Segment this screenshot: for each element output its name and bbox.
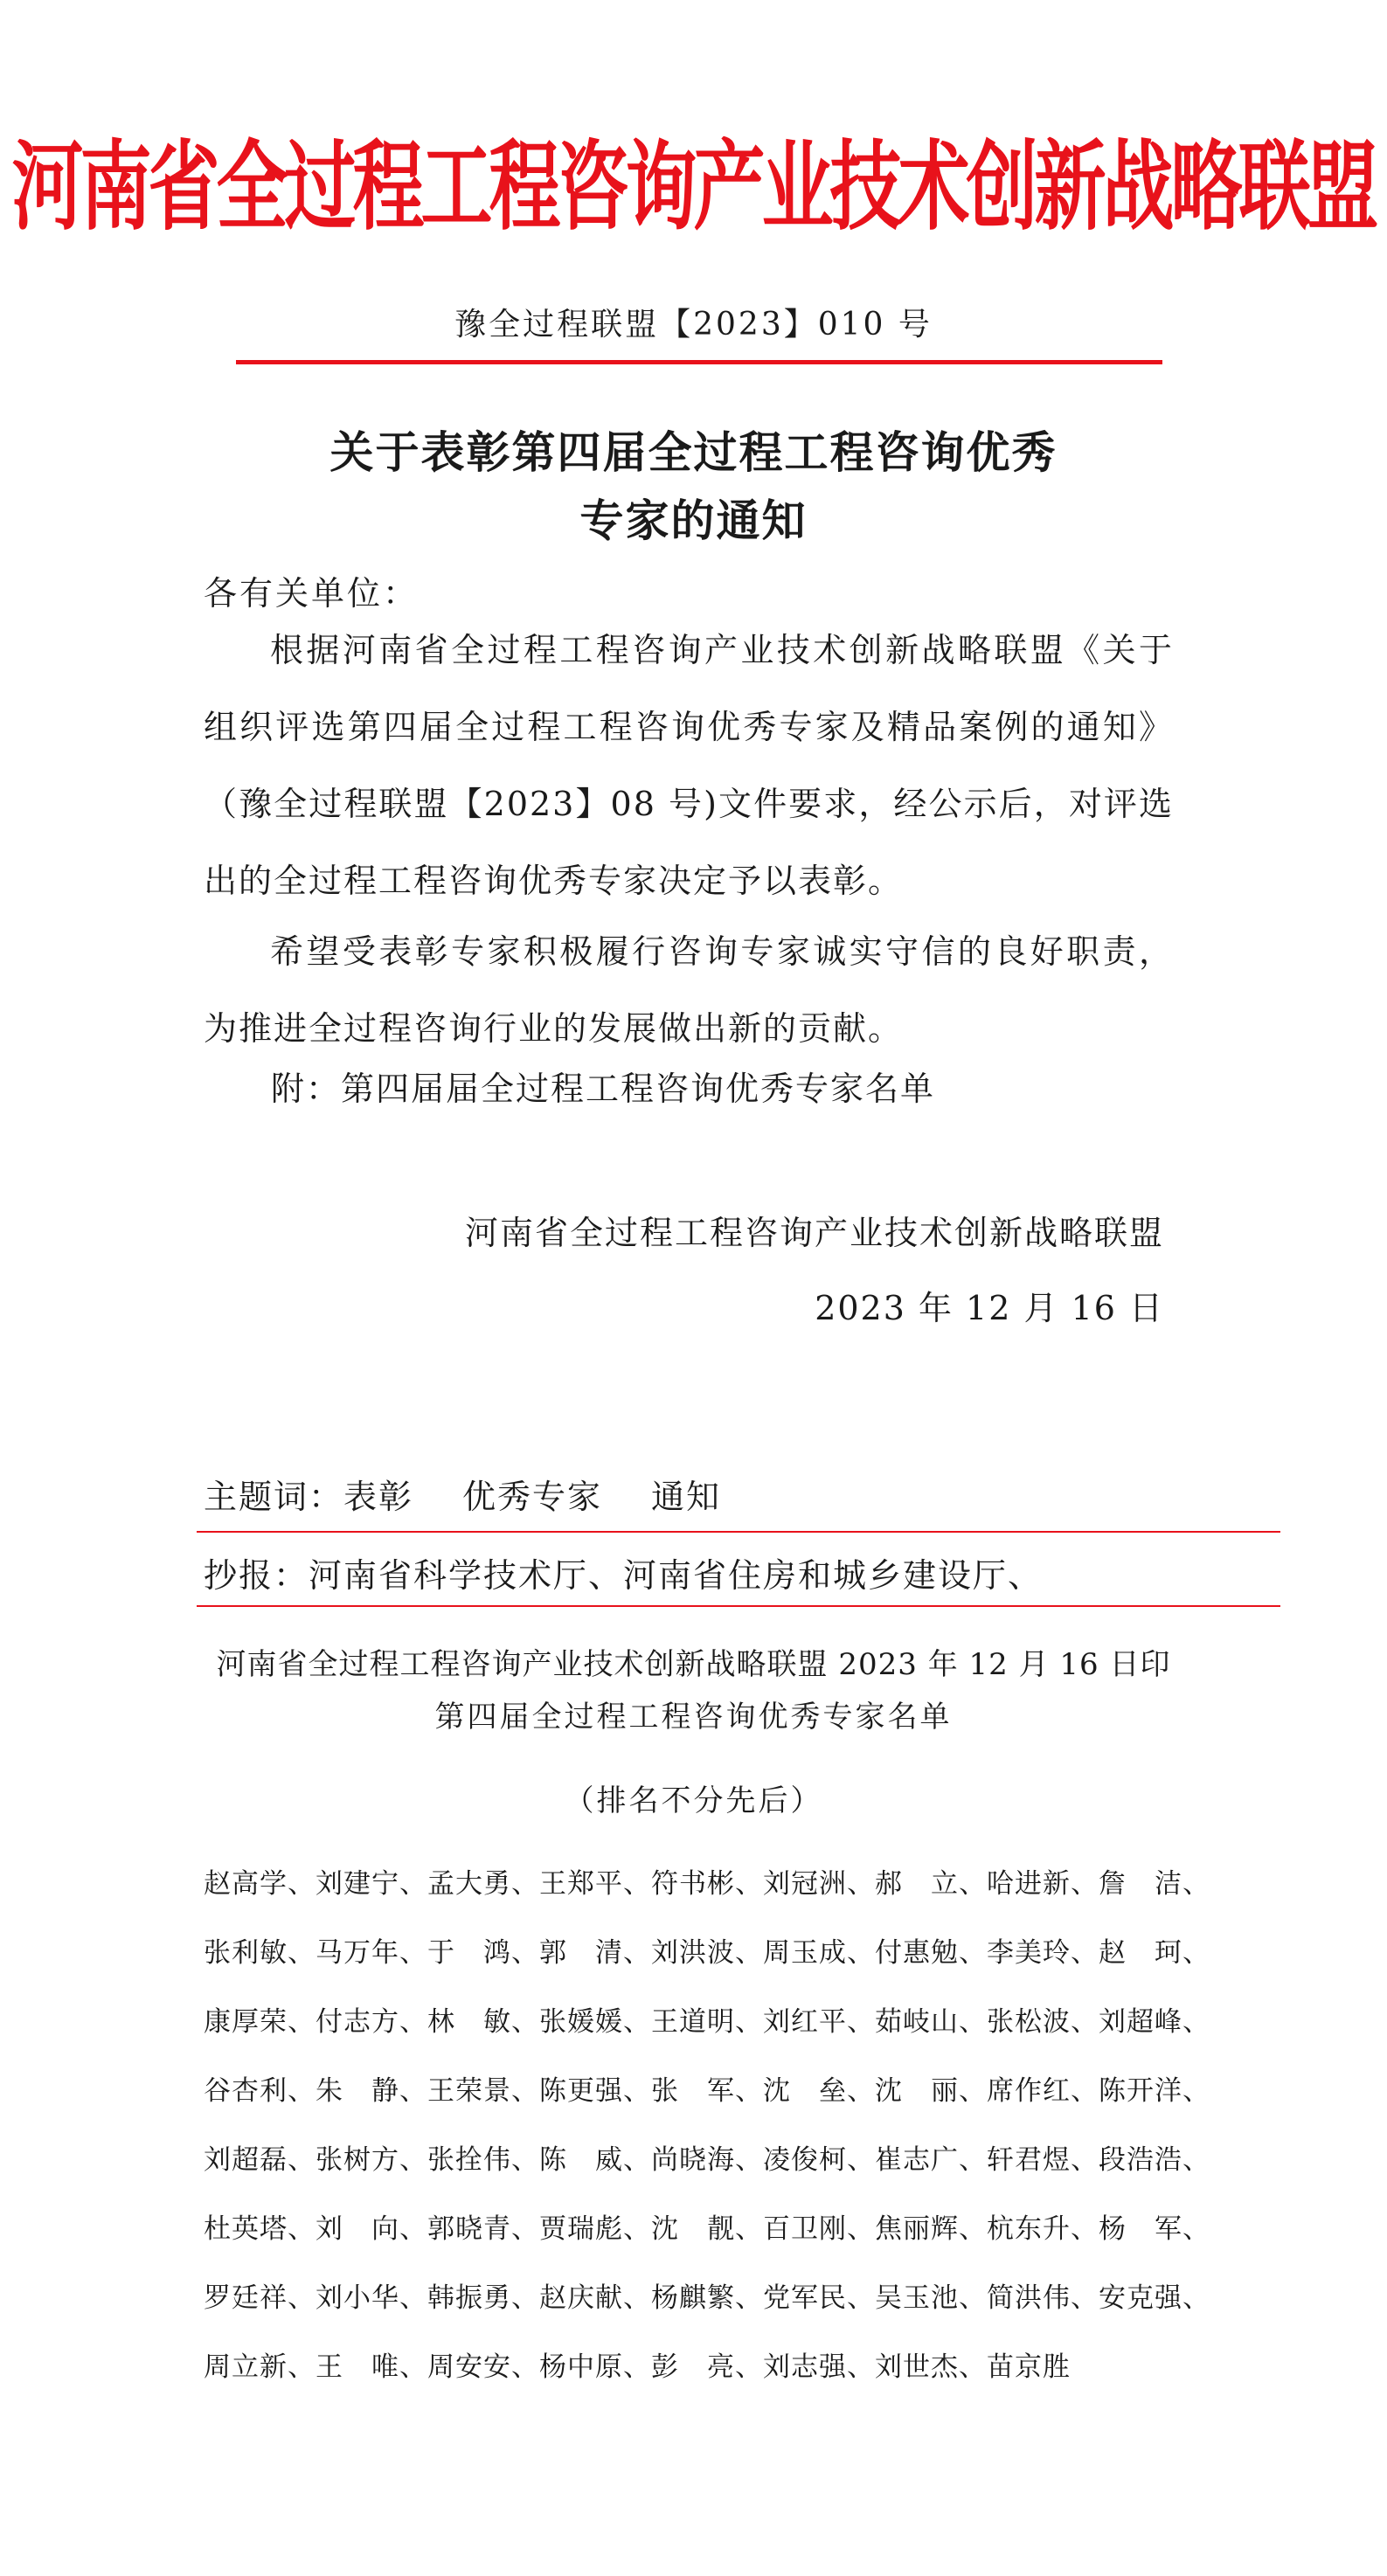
- name-row: 谷杏利、朱 静、王荣景、陈更强、张 军、沈 垒、沈 丽、席作红、陈开洋、: [204, 2075, 1210, 2107]
- subject-keyword: 通知: [651, 1478, 722, 1516]
- document-number: 豫全过程联盟【2023】010 号: [454, 307, 933, 343]
- masthead-title: 河南省全过程工程咨询产业技术创新战略联盟: [11, 131, 1376, 244]
- subject-label: 主题词：: [204, 1478, 344, 1516]
- subject-keywords: [204, 1470, 721, 1518]
- subject-keyword: 优秀专家: [462, 1478, 603, 1516]
- salutation: 各有关单位：: [204, 574, 420, 613]
- notice-title-line1: 关于表彰第四届全过程工程咨询优秀: [329, 427, 1058, 478]
- body-paragraph-1: 根据河南省全过程工程咨询产业技术创新战略联盟《关于组织评选第四届全过程工程咨询优秀专家及精品案例的通知》（豫全过程联盟【2023】08 号)文件要求，经公示后，对评选出的全过程工程咨询优秀专家决定予以表彰。: [204, 631, 1174, 900]
- signature-date: 2023 年 12 月 16 日: [815, 1289, 1164, 1327]
- body-paragraph-2: 希望受表彰专家积极履行咨询专家诚实守信的良好职责，为推进全过程咨询行业的发展做出新的贡献。: [204, 932, 1174, 1048]
- name-row: 张利敏、马万年、于 鸿、郭 清、刘洪波、周玉成、付惠勉、李美玲、赵 珂、: [204, 1937, 1210, 1969]
- cc-divider: [197, 1605, 1280, 1607]
- attachment-note: 附：第四届届全过程工程咨询优秀专家名单: [271, 1070, 936, 1108]
- name-row: 罗廷祥、刘小华、韩振勇、赵庆献、杨麒繁、党军民、吴玉池、简洪伟、安克强、: [204, 2282, 1210, 2314]
- masthead-red-rule: [236, 360, 1162, 364]
- list-title: 第四届全过程工程咨询优秀专家名单: [434, 1700, 953, 1735]
- print-info: 河南省全过程工程咨询产业技术创新战略联盟 2023 年 12 月 16 日印: [216, 1647, 1171, 1682]
- subject-divider: [197, 1531, 1280, 1533]
- subject-keyword: 表彰: [343, 1478, 414, 1516]
- list-note: （排名不分先后）: [564, 1783, 823, 1818]
- name-row: 赵高学、刘建宁、孟大勇、王郑平、符书彬、刘冠洲、郝 立、哈进新、詹 洁、: [204, 1868, 1210, 1900]
- name-row: 刘超磊、张树方、张拴伟、陈 威、尚晓海、凌俊柯、崔志广、轩君煜、段浩浩、: [204, 2144, 1210, 2176]
- name-row: 杜英塔、刘 向、郭晓青、贾瑞彪、沈 靓、百卫刚、焦丽辉、杭东升、杨 军、: [204, 2213, 1210, 2245]
- name-row: 康厚荣、付志方、林 敏、张媛媛、王道明、刘红平、茹岐山、张松波、刘超峰、: [204, 2006, 1210, 2038]
- expert-name-list: [204, 1861, 1210, 2413]
- cc-recipients: 抄报：河南省科学技术厅、河南省住房和城乡建设厅、: [204, 1556, 1044, 1595]
- signature-organization: 河南省全过程工程咨询产业技术创新战略联盟: [464, 1214, 1164, 1252]
- notice-title-line2: 专家的通知: [579, 495, 808, 546]
- name-row: 周立新、王 唯、周安安、杨中原、彭 亮、刘志强、刘世杰、苗京胜: [204, 2351, 1071, 2383]
